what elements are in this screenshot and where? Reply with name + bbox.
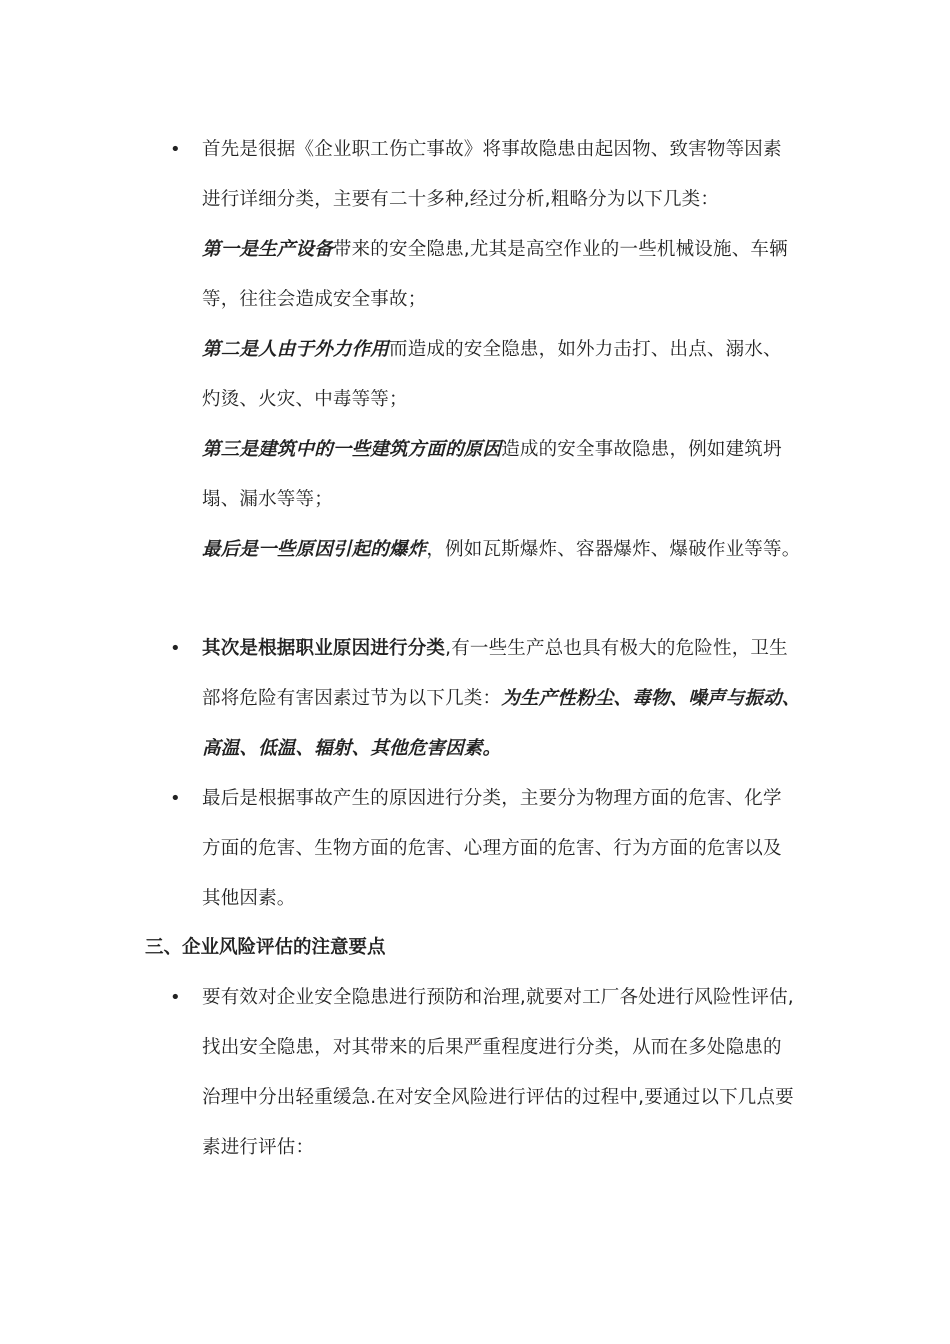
item2-line1 (202, 637, 788, 661)
item2-line2 (202, 687, 800, 711)
bullet-2: • (170, 638, 181, 659)
cat1-bold: 第一是生产设备 (202, 239, 333, 260)
item2-line2-bold: 为生产性粉尘、毒物、噪声与振动、 (501, 688, 801, 709)
item3-line2: 方面的危害、生物方面的危害、心理方面的危害、行为方面的危害以及 (202, 838, 782, 859)
item1-cat1-line2: 等，往往会造成安全事故； (202, 289, 427, 310)
bullet-4: • (170, 987, 181, 1008)
item1-cat3-line2: 塌、漏水等等； (202, 489, 333, 510)
item1-cat1-line1 (202, 238, 788, 262)
cat2-rest: 而造成的安全隐患，如外力击打、出点、溺水、 (389, 339, 782, 360)
item1-line2: 进行详细分类，主要有二十多种,经过分析,粗略分为以下几类： (202, 189, 720, 210)
section3-item1-line3: 治理中分出轻重缓急.在对安全风险进行评估的过程中,要通过以下几点要 (202, 1087, 794, 1108)
section3-item1-line4: 素进行评估： (202, 1137, 315, 1158)
item2-rest: ,有一些生产总也具有极大的危险性，卫生 (445, 638, 788, 659)
section3-item1-line2: 找出安全隐患，对其带来的后果严重程度进行分类，从而在多处隐患的 (202, 1037, 782, 1058)
item2-bold: 其次是根据职业原因进行分类 (202, 638, 446, 659)
bullet-1: • (170, 139, 181, 160)
cat4-bold: 最后是一些原因引起的爆炸 (202, 539, 427, 560)
item1-cat2-line1 (202, 338, 782, 362)
item3-line3: 其他因素。 (202, 888, 296, 909)
item1-cat4-line1 (202, 538, 800, 562)
item3-line1: 最后是根据事故产生的原因进行分类，主要分为物理方面的危害、化学 (202, 788, 782, 809)
section3-heading: 三、企业风险评估的注意要点 (145, 937, 386, 958)
cat1-rest: 带来的安全隐患,尤其是高空作业的一些机械设施、车辆 (332, 239, 788, 260)
item1-cat2-line2: 灼烫、火灾、中毒等等； (202, 389, 408, 410)
item2-line2-normal: 部将危险有害因素过节为以下几类： (202, 688, 502, 709)
bullet-3: • (170, 788, 181, 809)
cat3-rest: 造成的安全事故隐患，例如建筑坍 (501, 439, 782, 460)
item1-cat3-line1 (202, 438, 782, 462)
cat2-bold: 第二是人由于外力作用 (202, 339, 390, 360)
cat4-rest: ，例如瓦斯爆炸、容器爆炸、爆破作业等等。 (426, 539, 801, 560)
item2-line3: 高温、低温、辐射、其他危害因素。 (202, 738, 502, 759)
section3-item1-line1: 要有效对企业安全隐患进行预防和治理,就要对工厂各处进行风险性评估, (202, 987, 794, 1008)
cat3-bold: 第三是建筑中的一些建筑方面的原因 (202, 439, 502, 460)
item1-line1: 首先是很据《企业职工伤亡事故》将事故隐患由起因物、致害物等因素 (202, 139, 782, 160)
